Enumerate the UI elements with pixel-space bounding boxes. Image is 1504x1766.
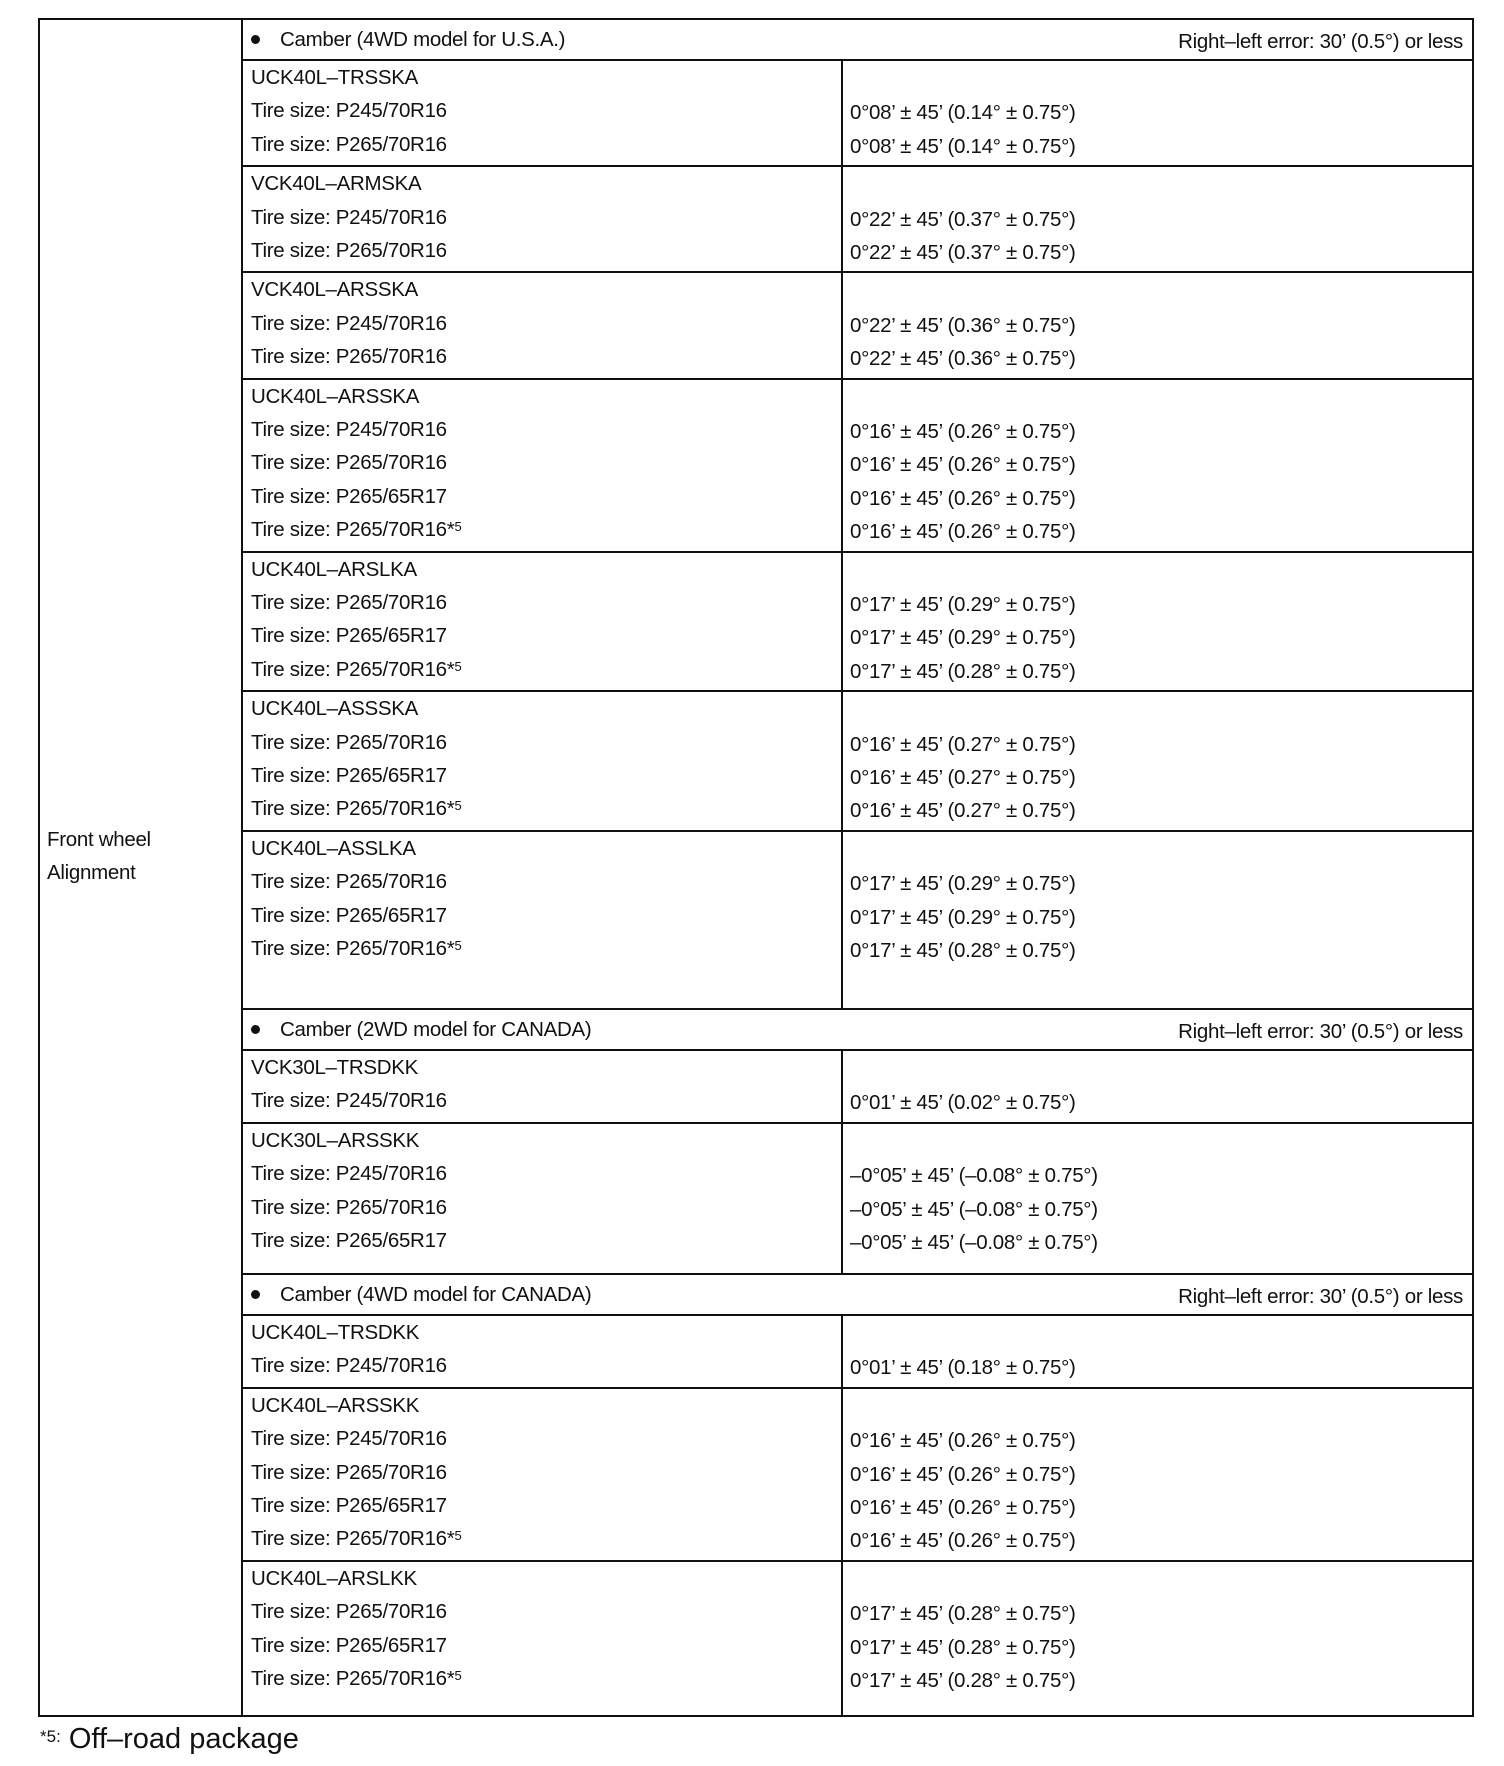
camber-value: –0°05’ ± 45’ (–0.08° ± 0.75°) <box>850 1164 1098 1188</box>
camber-value: 0°16’ ± 45’ (0.26° ± 0.75°) <box>850 453 1076 477</box>
tire-size <box>251 239 447 263</box>
model-code: UCK40L–ARSLKK <box>251 1566 417 1590</box>
camber-value: 0°17’ ± 45’ (0.28° ± 0.75°) <box>850 1602 1076 1626</box>
tire-size-text: Tire size: P265/65R17 <box>251 764 447 787</box>
bullet-icon <box>251 35 260 44</box>
group-divider <box>241 1387 1474 1389</box>
tire-size <box>251 658 462 682</box>
tire-size-text: Tire size: P265/70R16 <box>251 870 447 894</box>
model-code: UCK40L–ARSSKK <box>251 1393 420 1417</box>
footnote-ref: 5 <box>454 938 462 953</box>
tire-size-text: Tire size: P245/70R16 <box>251 99 447 123</box>
tire-size <box>251 133 447 157</box>
section-title: Camber (2WD model for CANADA) <box>280 1018 592 1041</box>
camber-value: 0°16’ ± 45’ (0.27° ± 0.75°) <box>850 799 1076 823</box>
model-code: UCK40L–ASSLKA <box>251 836 416 860</box>
camber-value: 0°16’ ± 45’ (0.26° ± 0.75°) <box>850 1529 1076 1553</box>
model-code: VCK40L–ARMSKA <box>251 172 422 196</box>
camber-value: 0°22’ ± 45’ (0.36° ± 0.75°) <box>850 313 1076 337</box>
camber-value: 0°08’ ± 45’ (0.14° ± 0.75°) <box>850 134 1076 158</box>
tire-size <box>251 937 462 961</box>
section-header <box>251 28 565 52</box>
tire-size-text: Tire size: P265/70R16 <box>251 591 447 614</box>
camber-value: 0°17’ ± 45’ (0.28° ± 0.75°) <box>850 939 1076 962</box>
tire-size <box>251 1229 447 1253</box>
tire-size-text: Tire size: P245/70R16 <box>251 1427 447 1451</box>
tire-size-text: Tire size: P245/70R16 <box>251 311 447 335</box>
footnote <box>40 1722 299 1756</box>
camber-value: 0°08’ ± 45’ (0.14° ± 0.75°) <box>850 101 1076 125</box>
model-code: UCK40L–TRSSKA <box>251 66 419 89</box>
tire-size-text: Tire size: P265/70R16* <box>251 518 455 542</box>
model-code: UCK40L–ARSSKA <box>251 384 420 408</box>
group-divider <box>241 378 1474 380</box>
tire-size-text: Tire size: P265/65R17 <box>251 903 447 927</box>
model-code: UCK30L–ARSSKK <box>251 1128 420 1152</box>
tire-size-text: Tire size: P245/70R16 <box>251 1162 447 1186</box>
camber-value: 0°16’ ± 45’ (0.26° ± 0.75°) <box>850 420 1076 443</box>
camber-value: 0°01’ ± 45’ (0.02° ± 0.75°) <box>850 1091 1076 1115</box>
camber-value: 0°17’ ± 45’ (0.29° ± 0.75°) <box>850 593 1076 616</box>
section-header <box>251 1283 591 1307</box>
section-error: Right–left error: 30’ (0.5°) or less <box>1178 1020 1463 1043</box>
section-title: Camber (4WD model for U.S.A.) <box>280 28 566 51</box>
camber-value: 0°16’ ± 45’ (0.26° ± 0.75°) <box>850 1429 1076 1453</box>
tire-size-text: Tire size: P265/65R17 <box>251 484 447 508</box>
camber-value: 0°17’ ± 45’ (0.29° ± 0.75°) <box>850 872 1076 896</box>
camber-value: –0°05’ ± 45’ (–0.08° ± 0.75°) <box>850 1231 1098 1254</box>
tire-size <box>251 1427 447 1451</box>
model-code: VCK40L–ARSSKA <box>251 278 419 302</box>
section-error: Right–left error: 30’ (0.5°) or less <box>1178 30 1463 53</box>
tire-size-text: Tire size: P265/70R16 <box>251 1195 447 1219</box>
tire-size <box>251 1600 447 1624</box>
tire-size-text: Tire size: P265/70R16 <box>251 1600 447 1624</box>
tire-size <box>251 312 447 336</box>
footnote-ref: 5 <box>454 1668 462 1683</box>
group-divider <box>241 1049 1474 1051</box>
group-divider <box>241 271 1474 273</box>
tire-size <box>251 1196 447 1220</box>
tire-size <box>251 870 447 894</box>
tire-size-text: Tire size: P265/70R16 <box>251 730 447 754</box>
group-divider <box>241 59 1474 61</box>
tire-size-text: Tire size: P265/70R16 <box>251 132 447 156</box>
group-divider <box>241 551 1474 553</box>
tire-size-text: Tire size: P265/70R16 <box>251 1460 447 1484</box>
camber-value: 0°22’ ± 45’ (0.37° ± 0.75°) <box>850 241 1076 264</box>
tire-size <box>251 1089 447 1113</box>
section-divider <box>241 1273 1474 1275</box>
group-divider <box>241 165 1474 167</box>
group-divider <box>241 830 1474 832</box>
model-code: VCK30L–TRSDKK <box>251 1056 419 1079</box>
tire-size <box>251 1461 447 1485</box>
camber-value: 0°16’ ± 45’ (0.26° ± 0.75°) <box>850 1496 1076 1519</box>
group-divider <box>241 1122 1474 1124</box>
row-label-line-2: Alignment <box>47 861 136 884</box>
tire-size-text: Tire size: P245/70R16 <box>251 418 447 441</box>
tire-size <box>251 624 447 648</box>
camber-value: 0°17’ ± 45’ (0.29° ± 0.75°) <box>850 626 1076 650</box>
tire-size <box>251 485 447 509</box>
value-column-divider <box>841 1049 843 1273</box>
model-code: UCK40L–ASSSKA <box>251 697 419 721</box>
tire-size <box>251 451 447 475</box>
camber-value: 0°16’ ± 45’ (0.26° ± 0.75°) <box>850 520 1076 544</box>
section-title: Camber (4WD model for CANADA) <box>280 1283 592 1306</box>
tire-size <box>251 591 447 615</box>
footnote-ref: 5 <box>454 1528 462 1544</box>
model-code: UCK40L–ARSLKA <box>251 557 417 581</box>
tire-size <box>251 1634 447 1658</box>
tire-size <box>251 904 447 928</box>
tire-size-text: Tire size: P265/70R16 <box>251 345 447 369</box>
model-code: UCK40L–TRSDKK <box>251 1321 420 1344</box>
tire-size-text: Tire size: P265/65R17 <box>251 1229 447 1252</box>
footnote-text: Off–road package <box>60 1723 299 1755</box>
tire-size <box>251 1162 447 1186</box>
tire-size-text: Tire size: P265/65R17 <box>251 1633 447 1657</box>
tire-size-text: Tire size: P265/70R16* <box>251 1667 455 1690</box>
value-column-divider <box>841 59 843 1008</box>
tire-size <box>251 418 447 442</box>
bullet-icon <box>251 1025 260 1034</box>
camber-value: 0°16’ ± 45’ (0.26° ± 0.75°) <box>850 486 1076 510</box>
footnote-mark: *5: <box>40 1727 61 1746</box>
section-divider <box>241 1008 1474 1010</box>
tire-size <box>251 99 447 123</box>
footnote-ref: 5 <box>454 658 462 674</box>
camber-value: 0°22’ ± 45’ (0.37° ± 0.75°) <box>850 207 1076 231</box>
tire-size-text: Tire size: P265/65R17 <box>251 1494 447 1517</box>
value-column-divider <box>841 1314 843 1717</box>
camber-value: 0°22’ ± 45’ (0.36° ± 0.75°) <box>850 347 1076 371</box>
tire-size <box>251 518 462 542</box>
camber-value: –0°05’ ± 45’ (–0.08° ± 0.75°) <box>850 1197 1098 1221</box>
tire-size-text: Tire size: P245/70R16 <box>251 1089 447 1113</box>
camber-value: 0°17’ ± 45’ (0.29° ± 0.75°) <box>850 905 1076 929</box>
tire-size <box>251 797 462 821</box>
tire-size-text: Tire size: P265/70R16* <box>251 937 455 960</box>
footnote-ref: 5 <box>454 798 462 814</box>
camber-value: 0°16’ ± 45’ (0.27° ± 0.75°) <box>850 732 1076 756</box>
tire-size <box>251 764 447 788</box>
tire-size <box>251 345 447 369</box>
tire-size <box>251 1494 447 1518</box>
tire-size <box>251 1667 462 1691</box>
tire-size-text: Tire size: P265/70R16* <box>251 657 455 681</box>
tire-size <box>251 206 447 230</box>
camber-value: 0°16’ ± 45’ (0.27° ± 0.75°) <box>850 766 1076 789</box>
section-header <box>251 1018 591 1042</box>
tire-size-text: Tire size: P245/70R16 <box>251 205 447 229</box>
section-error: Right–left error: 30’ (0.5°) or less <box>1178 1285 1463 1308</box>
camber-value: 0°01’ ± 45’ (0.18° ± 0.75°) <box>850 1356 1076 1380</box>
tire-size-text: Tire size: P245/70R16 <box>251 1354 447 1378</box>
camber-value: 0°17’ ± 45’ (0.28° ± 0.75°) <box>850 1635 1076 1659</box>
footnote-ref: 5 <box>454 519 462 535</box>
bullet-icon <box>251 1290 260 1299</box>
tire-size-text: Tire size: P265/70R16* <box>251 797 455 821</box>
tire-size <box>251 731 447 755</box>
camber-value: 0°17’ ± 45’ (0.28° ± 0.75°) <box>850 659 1076 683</box>
tire-size-text: Tire size: P265/70R16* <box>251 1527 455 1551</box>
tire-size <box>251 1354 447 1378</box>
tire-size-text: Tire size: P265/70R16 <box>251 451 447 475</box>
camber-value: 0°16’ ± 45’ (0.26° ± 0.75°) <box>850 1462 1076 1486</box>
group-divider <box>241 690 1474 692</box>
row-label-line-1: Front wheel <box>47 828 151 851</box>
tire-size-text: Tire size: P265/70R16 <box>251 239 447 262</box>
group-divider <box>241 1560 1474 1562</box>
tire-size-text: Tire size: P265/65R17 <box>251 624 447 648</box>
group-divider <box>241 1314 1474 1316</box>
tire-size <box>251 1527 462 1551</box>
camber-value: 0°17’ ± 45’ (0.28° ± 0.75°) <box>850 1669 1076 1692</box>
